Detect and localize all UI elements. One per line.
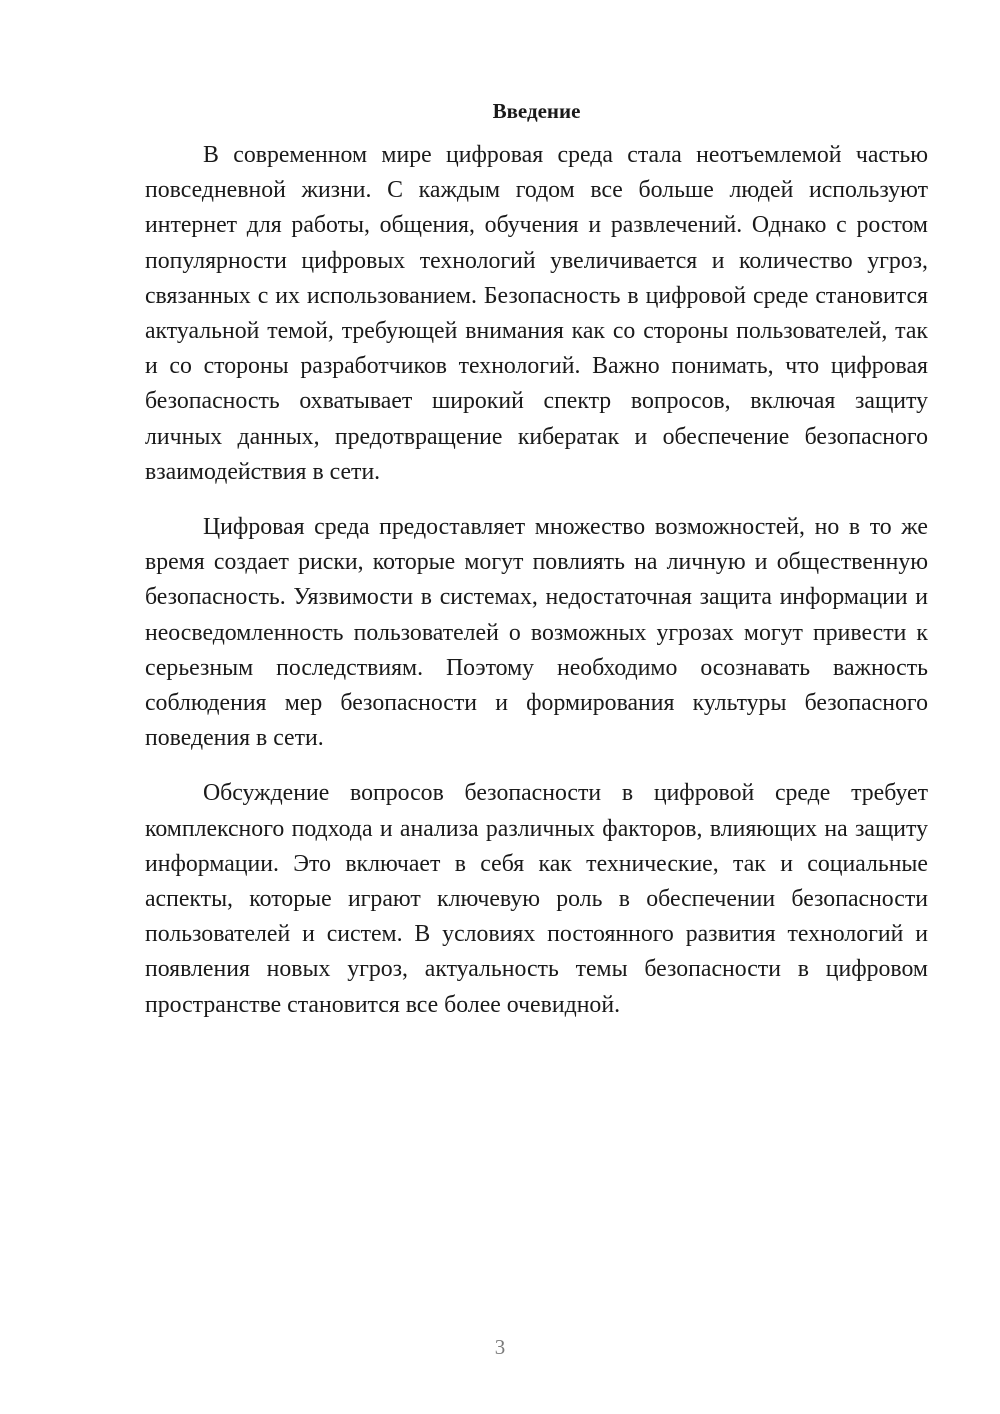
paragraph-3: Обсуждение вопросов безопасности в цифровой среде требует комплексного подхода и анализа различных факторов, влияющих на защиту информации. Это включает в себя как технические, так и социальные аспекты, которые играют ключевую роль в обеспечении безопасности пользователей и систем. В условиях постоянного развития технологий и появления новых угроз, актуальность темы безопасности в цифровом пространстве становится все более очевидной. (145, 780, 928, 1018)
paragraph-1: В современном мире цифровая среда стала неотъемлемой частью повседневной жизни. С каждым годом все больше людей используют интернет для работы, общения, обучения и развлечений. Однако с ростом популярности цифровых технологий увеличивается и количество угроз, связанных с их использованием. Безопасность в цифровой среде становится актуальной темой, требующей внимания как со стороны пользователей, так и со стороны разработчиков технологий. Важно понимать, что цифровая безопасность охватывает широкий спектр вопросов, включая защиту личных данных, предотвращение кибератак и обеспечение безопасного взаимодействия в сети. (145, 142, 928, 485)
page-number: 3 (494, 1335, 506, 1359)
paragraph-2: Цифровая среда предоставляет множество возможностей, но в то же время создает риски, которые могут повлиять на личную и общественную безопасность. Уязвимости в системах, недостаточная защита информации и неосведомленность пользователей о возможных угрозах могут привести к серьезным последствиям. Поэтому необходимо осознавать важность соблюдения мер безопасности и формирования культуры безопасного поведения в сети. (145, 514, 928, 752)
page-body (145, 96, 928, 1023)
section-title: Введение (492, 99, 581, 123)
